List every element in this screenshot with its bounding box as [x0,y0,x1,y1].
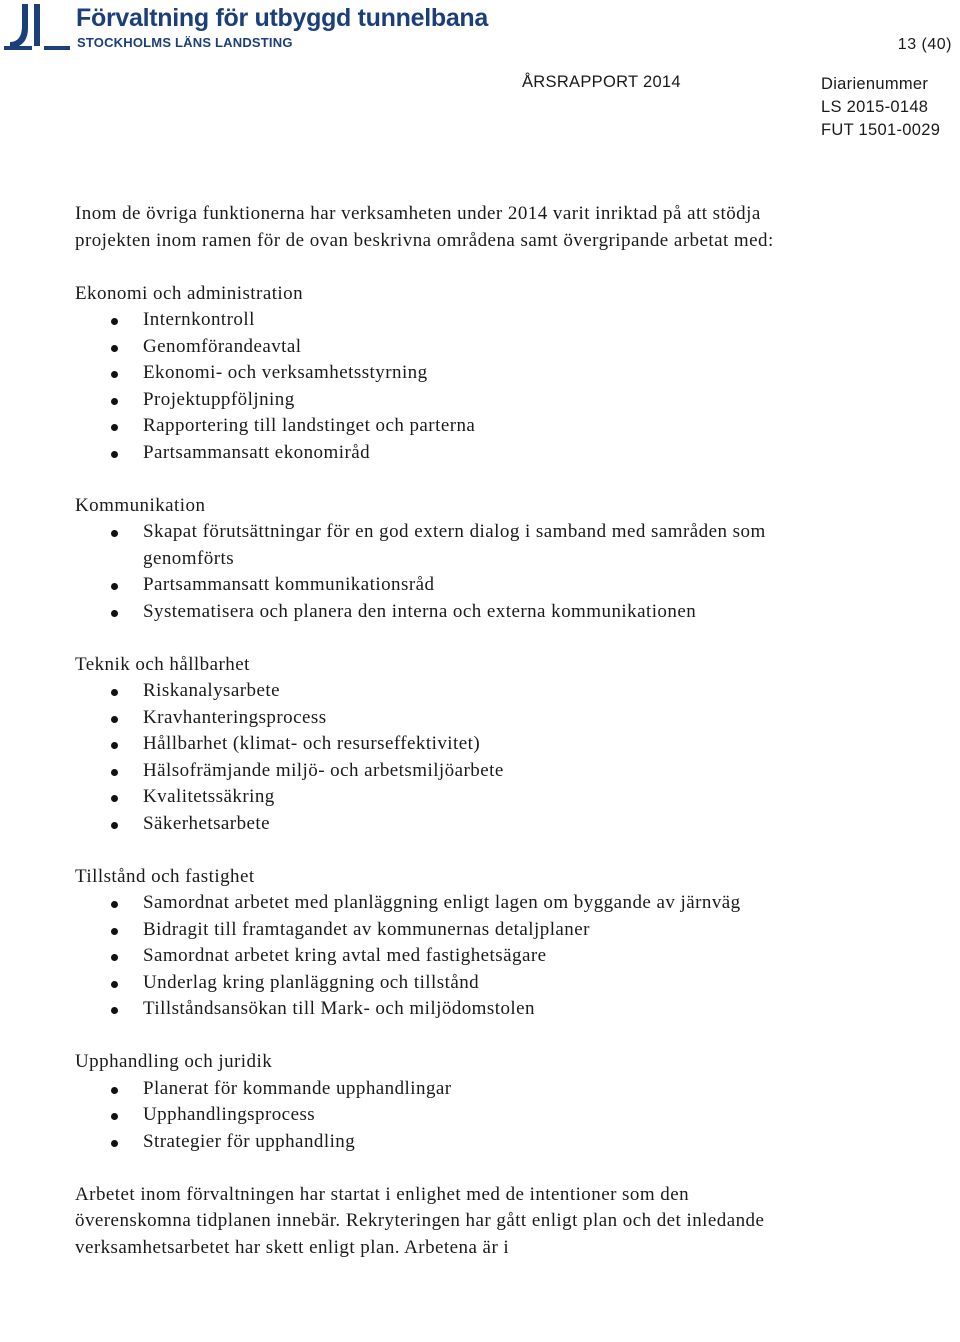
section-kommunikation [75,493,795,626]
list-item: Partsammansatt kommunikationsråd [75,572,795,599]
list-item: Kravhanteringsprocess [75,705,795,732]
list-item: Säkerhetsarbete [75,811,795,838]
bullet-list [75,890,795,1023]
list-item: Samordnat arbetet kring avtal med fastighetsägare [75,943,795,970]
list-item: Tillståndsansökan till Mark- och miljödomstolen [75,996,795,1023]
list-item: Underlag kring planläggning och tillstånd [75,970,795,997]
bullet-list [75,307,795,466]
list-item: Upphandlingsprocess [75,1102,795,1129]
report-title: ÅRSRAPPORT 2014 [522,73,681,91]
section-title: Tillstånd och fastighet [75,865,255,887]
list-item: Partsammansatt ekonomiråd [75,440,795,467]
org-logo [4,2,504,54]
list-item: Ekonomi- och verksamhetsstyrning [75,360,795,387]
diarie-number: FUT 1501-0029 [821,121,941,139]
list-item: Riskanalysarbete [75,678,795,705]
section-tillstand [75,864,795,1023]
list-item: Kvalitetssäkring [75,784,795,811]
list-item: Hållbarhet (klimat- och resurseffektivitet) [75,731,795,758]
diarie-block [821,73,940,142]
diarie-number: LS 2015-0148 [821,98,929,116]
list-item: Projektuppföljning [75,387,795,414]
list-item: Internkontroll [75,307,795,334]
list-item: Hälsofrämjande miljö- och arbetsmiljöarbete [75,758,795,785]
list-item: Bidragit till framtagandet av kommunernas detaljplaner [75,917,795,944]
section-title: Ekonomi och administration [75,282,304,304]
list-item: Skapat förutsättningar för en god extern dialog i samband med samråden som genomförts [75,519,795,572]
list-item: Genomförandeavtal [75,334,795,361]
section-upphandling [75,1049,795,1155]
section-ekonomi [75,281,795,467]
section-title: Kommunikation [75,494,206,516]
bullet-list [75,678,795,837]
list-item: Strategier för upphandling [75,1129,795,1156]
list-item: Samordnat arbetet med planläggning enligt lagen om byggande av järnväg [75,890,795,917]
page-number: 13 (40) [897,36,952,53]
diarie-label: Diarienummer [821,75,929,93]
landsting-logo-icon [4,2,70,52]
org-name: Förvaltning för utbyggd tunnelbana [76,4,488,32]
bullet-list [75,1076,795,1156]
closing-paragraph: Arbetet inom förvaltningen har startat i enlighet med de intentioner som den överenskomna tidplanen innebär. Rekryteringen har gått enligt plan och det inledande verksamhetsarbetet har skett enligt plan. Arbetena är i [75,1183,765,1258]
list-item: Planerat för kommande upphandlingar [75,1076,795,1103]
intro-paragraph: Inom de övriga funktionerna har verksamheten under 2014 varit inriktad på att stödja projekten inom ramen för de ovan beskrivna områdena samt övergripande arbetat med: [75,203,774,251]
list-item: Rapportering till landstinget och parterna [75,413,795,440]
org-subtitle: STOCKHOLMS LÄNS LANDSTING [77,35,293,50]
section-title: Teknik och hållbarhet [75,653,250,675]
bullet-list [75,519,795,625]
list-item: Systematisera och planera den interna och externa kommunikationen [75,599,795,626]
section-title: Upphandling och juridik [75,1051,273,1072]
document-body [75,201,795,1288]
section-teknik [75,652,795,838]
